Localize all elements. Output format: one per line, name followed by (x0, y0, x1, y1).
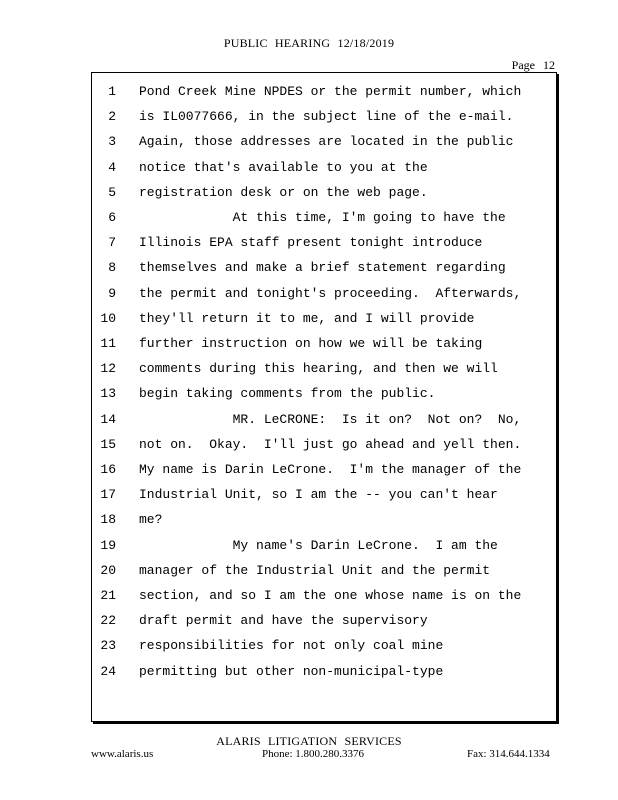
line-text: registration desk or on the web page. (139, 184, 428, 200)
line-number: 9 (108, 285, 116, 301)
line-number: 18 (100, 512, 116, 528)
line-text: permitting but other non-municipal-type (139, 663, 444, 679)
line-text: Again, those addresses are located in the public (139, 134, 514, 150)
line-text: responsibilities for not only coal mine (139, 638, 444, 654)
line-number: 21 (100, 588, 116, 603)
transcript-line (92, 536, 552, 556)
line-text: My name is Darin LeCrone. I'm the manager of the (139, 462, 522, 477)
footer-fax: Fax: 314.644.1334 (467, 748, 550, 760)
transcript-line (92, 586, 552, 606)
transcript-line (92, 510, 552, 530)
line-text: manager of the Industrial Unit and the permit (139, 562, 491, 578)
transcript-line (92, 636, 552, 656)
transcript-line (92, 611, 552, 631)
transcript-line (92, 82, 552, 102)
transcript-line (92, 183, 552, 203)
line-number: 17 (100, 487, 116, 503)
line-number: 11 (100, 336, 116, 351)
line-number: 12 (100, 361, 116, 377)
line-text: is IL0077666, in the subject line of the e-mail. (139, 109, 514, 125)
transcript-line (92, 309, 552, 329)
transcript-line (92, 359, 552, 379)
line-text: comments during this hearing, and then we will (139, 361, 498, 377)
line-number: 15 (100, 436, 116, 452)
line-number: 23 (100, 638, 116, 654)
line-text: the permit and tonight's proceeding. Afterwards, (139, 285, 522, 301)
line-number: 8 (108, 260, 116, 276)
line-number: 14 (100, 411, 116, 427)
transcript-line (92, 284, 552, 304)
line-text: they'll return it to me, and I will provide (139, 310, 475, 326)
transcript-line (92, 334, 552, 354)
transcript-line (92, 208, 552, 228)
transcript-line (92, 410, 552, 430)
line-number: 1 (108, 84, 116, 99)
line-text: notice that's available to you at the (139, 159, 428, 175)
footer-website: www.alaris.us (91, 748, 154, 760)
line-text: themselves and make a brief statement regarding (139, 260, 506, 276)
line-text: me? (139, 512, 163, 528)
transcript-line (92, 158, 552, 178)
footer-company: ALARIS LITIGATION SERVICES (216, 734, 402, 748)
line-text: My name's Darin LeCrone. I am the (139, 537, 498, 553)
line-number: 5 (108, 184, 116, 200)
line-number: 20 (100, 562, 116, 578)
line-number: 4 (108, 159, 116, 175)
transcript-line (92, 662, 552, 682)
page-header-title: PUBLIC HEARING 12/18/2019 (223, 36, 395, 50)
line-number: 10 (100, 310, 116, 326)
transcript-line (92, 132, 552, 152)
line-number: 7 (108, 235, 116, 251)
line-text: section, and so I am the one whose name is on the (139, 588, 522, 603)
page-number: Page 12 (511, 58, 555, 72)
line-text: begin taking comments from the public. (139, 386, 436, 402)
transcript-line (92, 384, 552, 404)
line-text: At this time, I'm going to have the (139, 210, 506, 225)
line-text: Illinois EPA staff present tonight introduce (139, 235, 483, 251)
line-text: MR. LeCRONE: Is it on? Not on? No, (139, 411, 522, 427)
line-number: 24 (100, 663, 116, 679)
line-number: 3 (108, 134, 116, 150)
transcript-line (92, 485, 552, 505)
transcript-line (92, 460, 552, 480)
line-text: not on. Okay. I'll just go ahead and yell then. (139, 436, 522, 452)
line-number: 6 (108, 210, 116, 225)
footer-phone: Phone: 1.800.280.3376 (262, 748, 365, 760)
transcript-line (92, 233, 552, 253)
transcript-line (92, 435, 552, 455)
line-number: 2 (108, 109, 116, 125)
transcript-line (92, 107, 552, 127)
line-number: 22 (100, 613, 116, 629)
transcript-line (92, 561, 552, 581)
line-text: Industrial Unit, so I am the -- you can't hear (139, 487, 498, 503)
line-text: further instruction on how we will be taking (139, 336, 483, 351)
transcript-frame (91, 72, 557, 722)
line-number: 19 (100, 537, 116, 553)
line-number: 13 (100, 386, 116, 402)
line-number: 16 (100, 462, 116, 477)
transcript-line (92, 258, 552, 278)
line-text: draft permit and have the supervisory (139, 613, 428, 629)
line-text: Pond Creek Mine NPDES or the permit number, which (139, 84, 522, 99)
